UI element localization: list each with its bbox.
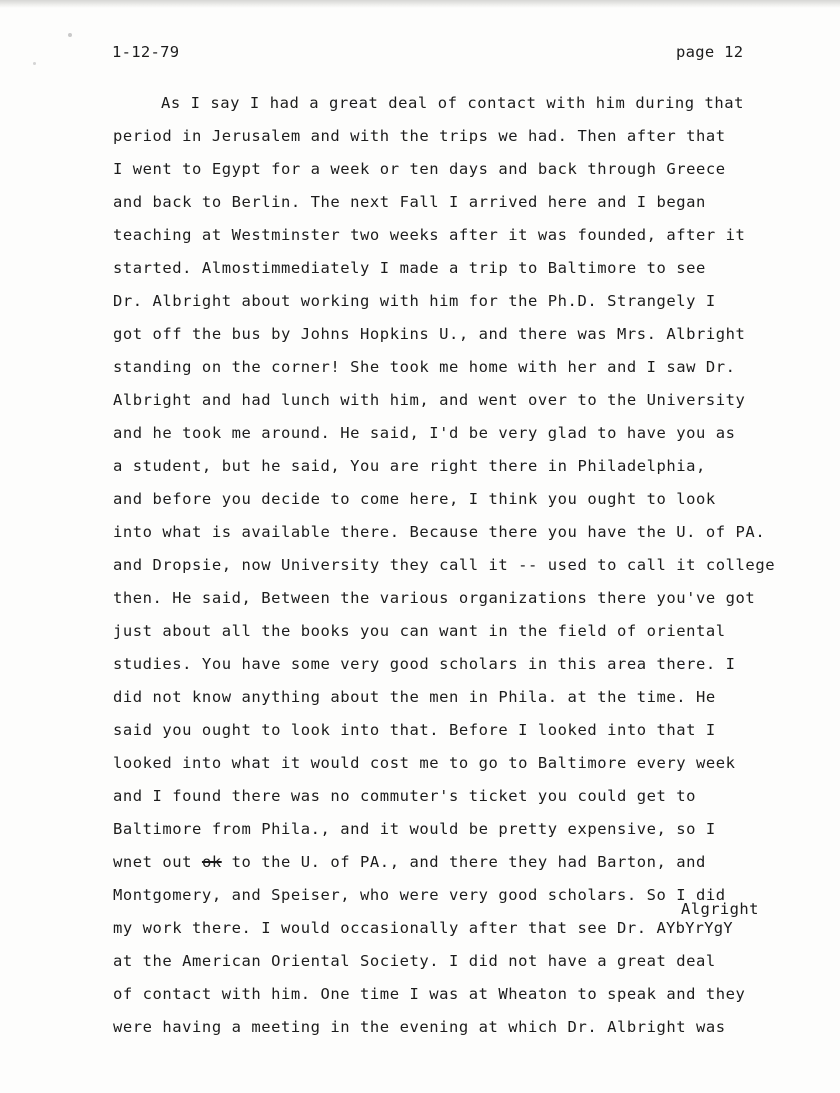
text-line: and back to Berlin. The next Fall I arrived here and I began bbox=[113, 193, 706, 211]
text-line: Dr. Albright about working with him for the Ph.D. Strangely I bbox=[113, 292, 716, 310]
text-line: said you ought to look into that. Before I looked into that I bbox=[113, 721, 716, 739]
text-line: a student, but he said, You are right there in Philadelphia, bbox=[113, 457, 706, 475]
text-line-with-correction bbox=[113, 900, 833, 950]
text-segment: to the U. of PA., and there they had Barton, and bbox=[221, 853, 706, 871]
header-date: 1-12-79 bbox=[112, 43, 180, 61]
text-line: at the American Oriental Society. I did not have a great deal bbox=[113, 952, 716, 970]
scan-speck bbox=[33, 62, 36, 65]
text-line: started. Almostimmediately I made a trip to Baltimore to see bbox=[113, 259, 706, 277]
text-line: I went to Egypt for a week or ten days and back through Greece bbox=[113, 160, 726, 178]
text-line: period in Jerusalem and with the trips we had. Then after that bbox=[113, 127, 726, 145]
text-line: studies. You have some very good scholars in this area there. I bbox=[113, 655, 736, 673]
text-line: did not know anything about the men in Phila. at the time. He bbox=[113, 688, 716, 706]
text-line: As I say I had a great deal of contact with him during that bbox=[161, 94, 745, 112]
inserted-correction: Algright bbox=[681, 900, 759, 918]
text-segment: wnet out bbox=[113, 853, 202, 871]
text-line: and Dropsie, now University they call it -- used to call it college bbox=[113, 556, 776, 574]
text-line: got off the bus by Johns Hopkins U., and there was Mrs. Albright bbox=[113, 325, 746, 343]
text-line: just about all the books you can want in the field of oriental bbox=[113, 622, 726, 640]
text-line: Montgomery, and Speiser, who were very good scholars. So I did bbox=[113, 886, 726, 904]
text-line: Baltimore from Phila., and it would be pretty expensive, so I bbox=[113, 820, 716, 838]
overstruck-text: AYbYrYgY bbox=[656, 919, 733, 937]
header-page-number: page 12 bbox=[676, 43, 744, 61]
scan-speck bbox=[68, 33, 72, 37]
text-segment: my work there. I would occasionally after that see Dr. bbox=[113, 919, 657, 937]
text-line: and before you decide to come here, I think you ought to look bbox=[113, 490, 716, 508]
struck-out-text: ok bbox=[201, 853, 222, 871]
text-line: then. He said, Between the various organizations there you've got bbox=[113, 589, 756, 607]
text-line: of contact with him. One time I was at Wheaton to speak and they bbox=[113, 985, 746, 1003]
text-line: and I found there was no commuter's ticket you could get to bbox=[113, 787, 697, 805]
text-line: looked into what it would cost me to go to Baltimore every week bbox=[113, 754, 736, 772]
transcript-body bbox=[113, 92, 833, 1049]
scan-top-edge bbox=[0, 0, 840, 8]
text-line-with-strikeout bbox=[113, 851, 833, 884]
text-line: standing on the corner! She took me home with her and I saw Dr. bbox=[113, 358, 736, 376]
text-line: Albright and had lunch with him, and went over to the University bbox=[113, 391, 746, 409]
text-line: teaching at Westminster two weeks after it was founded, after it bbox=[113, 226, 746, 244]
text-line: were having a meeting in the evening at which Dr. Albright was bbox=[113, 1018, 726, 1036]
text-line: into what is available there. Because there you have the U. of PA. bbox=[113, 523, 766, 541]
text-line: and he took me around. He said, I'd be very glad to have you as bbox=[113, 424, 736, 442]
